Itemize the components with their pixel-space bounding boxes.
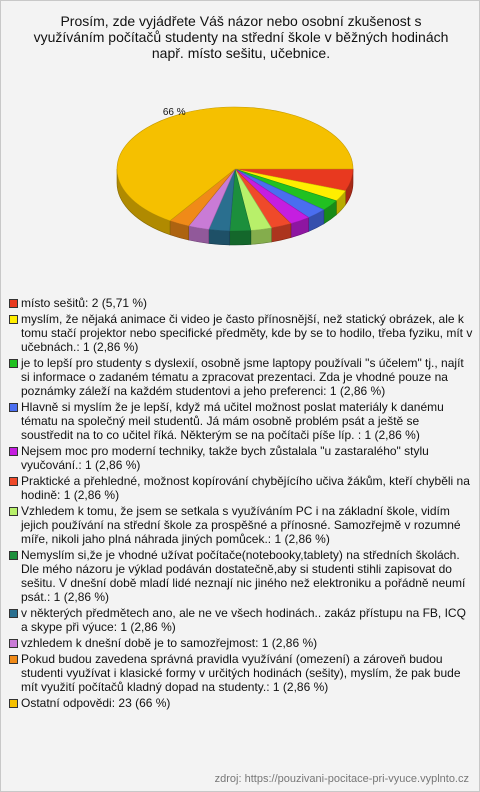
- legend-label: Nemyslím si,že je vhodné užívat počítače(notebooky,tablety) na středních školách. Dle mého názoru je výklad podáván dostatečně,aby si studenti stihli zapisovat do sešitu. V dnešní době mladí lidé neznají nic jiného než elektroniku a pořádně neumí psát.: 1 (2,86 %): [21, 548, 466, 604]
- legend-swatch: [9, 299, 18, 308]
- legend-swatch: [9, 551, 18, 560]
- legend-label: Hlavně si myslím že je lepší, když má učitel možnost poslat materiály k danému tématu na společný meil studentů. Já mám osobně problém psát a ještě se soustředit na to co učitel říká. Některým se na počítači píše líp. : 1 (2,86 %): [21, 400, 444, 442]
- legend-item: [9, 444, 473, 472]
- legend-label: Ostatní odpovědi: 23 (66 %): [21, 696, 171, 710]
- pie-slice-side: [230, 230, 251, 245]
- chart-title: Prosím, zde vyjádřete Váš názor nebo osobní zkušenost s využíváním počítačů studenty na střední škole v běžných hodinách např. místo sešitu, učebnice.: [33, 13, 449, 61]
- legend-item: [9, 606, 473, 634]
- pie-chart: [1, 81, 480, 281]
- legend-label: Vzhledem k tomu, že jsem se setkala s využíváním PC i na základní škole, vidím jejich používání na střední škole za prospěšné a přínosné. Samozřejmě v rozumné míře, nikoli jaho plná náhrada jiných pomůcek.: 1 (2,86 %): [21, 504, 461, 546]
- legend-label: je to lepší pro studenty s dyslexií, osobně jsme laptopy používali "s účelem" tj., najít si informace o zadaném tématu a zpracovat prezentaci. Zda je vhodné pouze na poznámky záleží na každém studentovi a jeho preferenci: 1 (2,86 %): [21, 356, 464, 398]
- pie-slice-side: [209, 229, 230, 244]
- legend-swatch: [9, 403, 18, 412]
- legend-label: místo sešitů: 2 (5,71 %): [21, 296, 148, 310]
- legend: [9, 296, 473, 712]
- legend-swatch: [9, 609, 18, 618]
- legend-item: [9, 504, 473, 546]
- legend-label: v některých předmětech ano, ale ne ve všech hodinách.. zakáz přístupu na FB, ICQ a skype při výuce: 1 (2,86 %): [21, 606, 466, 634]
- legend-label: Nejsem moc pro moderní techniky, takže bych zůstalala "u zastaralého" stylu vyučování.: 1 (2,86 %): [21, 444, 429, 472]
- legend-item: [9, 652, 473, 694]
- legend-swatch: [9, 655, 18, 664]
- legend-swatch: [9, 359, 18, 368]
- legend-swatch: [9, 639, 18, 648]
- legend-item: [9, 474, 473, 502]
- source-link[interactable]: zdroj: https://pouzivani-pocitace-pri-vyuce.vyplnto.cz: [214, 773, 469, 785]
- legend-label: Pokud budou zavedena správná pravidla využívání (omezení) a zároveň budou studenti využívat i klasické formy v určitých hodinách (sešity), myslím, že pak bude mít využití počítačů kladný dopad na studenty.: 1 (2,86 %): [21, 652, 461, 694]
- legend-swatch: [9, 447, 18, 456]
- slice-label: 66 %: [162, 106, 186, 118]
- legend-swatch: [9, 477, 18, 486]
- legend-label: Praktické a přehledné, možnost kopírování chybějícího učiva žákům, kteří chyběli na hodině: 1 (2,86 %): [21, 474, 470, 502]
- legend-item: [9, 356, 473, 398]
- legend-swatch: [9, 699, 18, 708]
- legend-item: [9, 400, 473, 442]
- legend-label: vzhledem k dnešní době je to samozřejmost: 1 (2,86 %): [21, 636, 318, 650]
- legend-item: [9, 696, 473, 710]
- legend-item: [9, 312, 473, 354]
- legend-swatch: [9, 315, 18, 324]
- legend-item: [9, 296, 473, 310]
- pie-tops: [117, 107, 353, 231]
- legend-label: myslím, že nějaká animace či video je často přínosnější, než statický obrázek, ale k tomu stačí projektor nebo specifické předměty, kde by se to hodilo, třeba fyziku, mít v učebnách.: 1 (2,86 %): [21, 312, 473, 354]
- legend-item: [9, 548, 473, 604]
- legend-item: [9, 636, 473, 650]
- legend-swatch: [9, 507, 18, 516]
